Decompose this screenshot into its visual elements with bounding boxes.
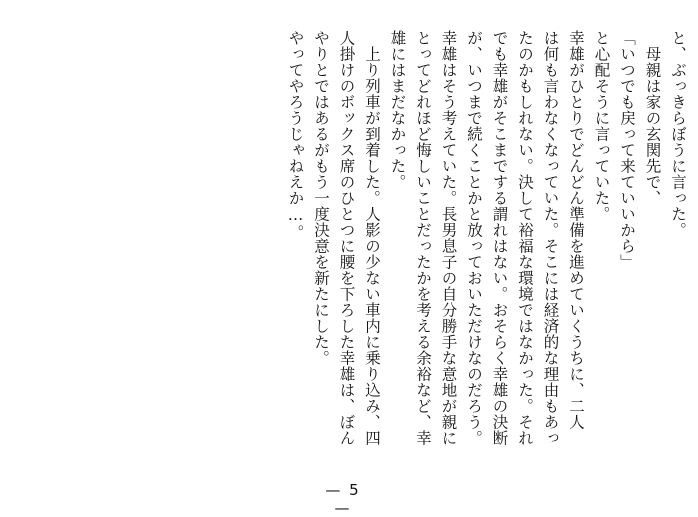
- text-line: 雄にはまだなかった。: [388, 30, 407, 190]
- text-line: たのかもしれない。決して裕福な環境ではなかった。それ: [516, 30, 534, 446]
- text-line: と、ぶっきらぼうに言った。: [669, 30, 687, 238]
- text-line: が、いつまで続くことかと放っておいただけなのだろう。: [465, 30, 483, 446]
- text-line: やりとではあるがもう一度決意を新たにした。: [312, 30, 330, 366]
- text-line: 母親は家の玄関先で、: [643, 30, 662, 206]
- text-line: 幸雄がひとりでどんどん準備を進めていくうちに、二人: [567, 30, 585, 430]
- text-line: 「いつでも戻って来ていいから」: [618, 30, 636, 270]
- text-line: と心配そうに言っていた。: [592, 30, 611, 222]
- vertical-text-body: [286, 30, 690, 470]
- page-number: — 5 —: [325, 481, 361, 517]
- text-line: は何も言わなくなっていた。そこには経済的な理由もあっ: [541, 30, 560, 446]
- text-line: 人掛けのボックス席のひとつに腰を下ろした幸雄は、ぼん: [337, 30, 356, 446]
- text-line: とってどれほど悔しいことだったかを考える余裕など、幸: [414, 30, 432, 446]
- text-line: でも幸雄がそこまでする謂れはない。おそらく幸雄の決断: [490, 30, 509, 446]
- text-line: 幸雄はそう考えていた。長男息子の自分勝手な意地が親に: [439, 30, 458, 446]
- text-line: 上り列車が到着した。人影の少ない車内に乗り込み、四: [363, 30, 381, 446]
- text-line: やってやろうじゃねえか…。: [286, 30, 305, 241]
